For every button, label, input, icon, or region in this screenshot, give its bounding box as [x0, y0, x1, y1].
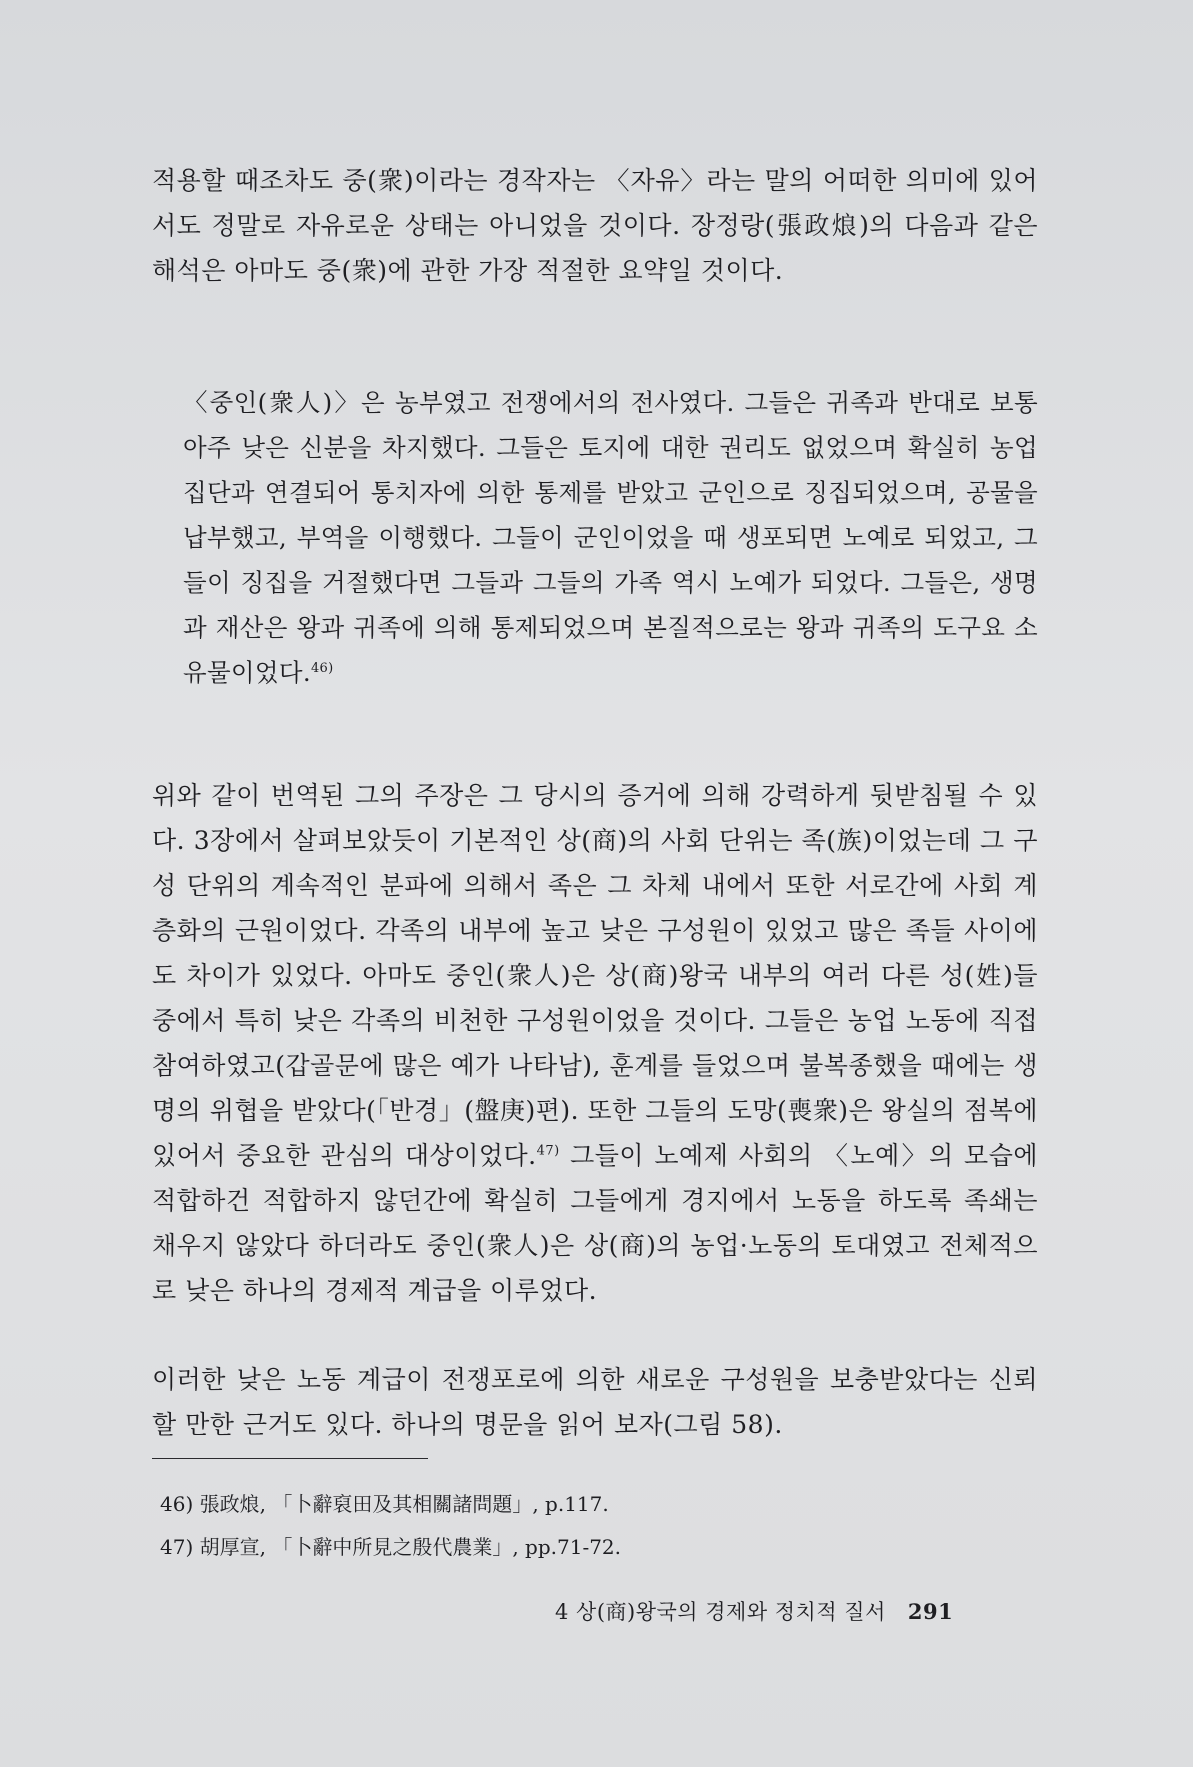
quote-text: 〈중인(衆人)〉은 농부였고 전쟁에서의 전사였다. 그들은 귀족과 반대로 보통 아주 낮은 신분을 차지했다. 그들은 토지에 대한 권리도 없었으며 확실히 농업집단과 연결되어 통치자에 의한 통제를 받았고 군인으로 징집되었으며, 공물을 납부했고, 부역을 이행했다. 그들이 군인이었을 때 생포되면 노예로 되었고, 그들이 징집을 거절했다면 그들과 그들의 가족 역시 노예가 되었다. 그들은, 생명과 재산은 왕과 귀족에 의해 통제되었으며 본질적으로는 왕과 귀족의 도구요 소유물이었다.	[183, 388, 1038, 687]
footnote-46: 46) 張政烺, 「卜辭裒田及其相關諸問題」, p.117.	[160, 1492, 609, 1516]
footnote-ref-46[interactable]: 46)	[310, 660, 334, 676]
footnotes	[160, 1483, 1020, 1569]
paragraph-2a-text: 위와 같이 번역된 그의 주장은 그 당시의 증거에 의해 강력하게 뒷받침될 수 있다. 3장에서 살펴보았듯이 기본적인 상(商)의 사회 단위는 족(族)이었는데 그 구성 단위의 계속적인 분파에 의해서 족은 그 차체 내에서 또한 서로간에 사회 계층화의 근원이었다. 각족의 내부에 높고 낮은 구성원이 있었고 많은 족들 사이에도 차이가 있었다. 아마도 중인(衆人)은 상(商)왕국 내부의 여러 다른 성(姓)들 중에서 특히 낮은 각족의 비천한 구성원이었을 것이다. 그들은 농업 노동에 직접 참여하였고(갑골문에 많은 예가 나타남), 훈계를 들었으며 불복종했을 때에는 생명의 위협을 받았다(「반경」(盤庚)편). 또한 그들의 도망(喪衆)은 왕실의 점복에 있어서 중요한 관심의 대상이었다.	[152, 781, 1038, 1170]
block-quote	[183, 380, 1038, 695]
body-paragraph-3	[152, 1357, 1038, 1447]
body-paragraph-2	[152, 773, 1038, 1313]
paragraph-2b-text: 그들이 노예제 사회의 〈노예〉의 모습에 적합하건 적합하지 않던간에 확실히 그들에게 경지에서 노동을 하도록 족쇄는 채우지 않았다 하더라도 중인(衆人)은 상(商)의 농업·노동의 토대였고 전체적으로 낮은 하나의 경제적 계급을 이루었다.	[152, 1141, 1038, 1305]
page-footer	[555, 1596, 1025, 1626]
footnote-divider	[152, 1458, 428, 1459]
running-head: 4 상(商)왕국의 경제와 정치적 질서	[555, 1600, 886, 1624]
paragraph-3-text: 이러한 낮은 노동 계급이 전쟁포로에 의한 새로운 구성원을 보충받았다는 신뢰할 만한 근거도 있다. 하나의 명문을 읽어 보자(그림 58).	[152, 1365, 1038, 1439]
paragraph-1-text: 적용할 때조차도 중(衆)이라는 경작자는 〈자유〉라는 말의 어떠한 의미에 있어서도 정말로 자유로운 상태는 아니었을 것이다. 장정랑(張政烺)의 다음과 같은 해석은 아마도 중(衆)에 관한 가장 적절한 요약일 것이다.	[152, 166, 1038, 285]
footnote-ref-47[interactable]: 47)	[536, 1143, 560, 1159]
body-paragraph-1	[152, 158, 1038, 293]
footnote-47: 47) 胡厚宣, 「卜辭中所見之殷代農業」, pp.71-72.	[160, 1535, 622, 1559]
page-number: 291	[907, 1599, 954, 1624]
